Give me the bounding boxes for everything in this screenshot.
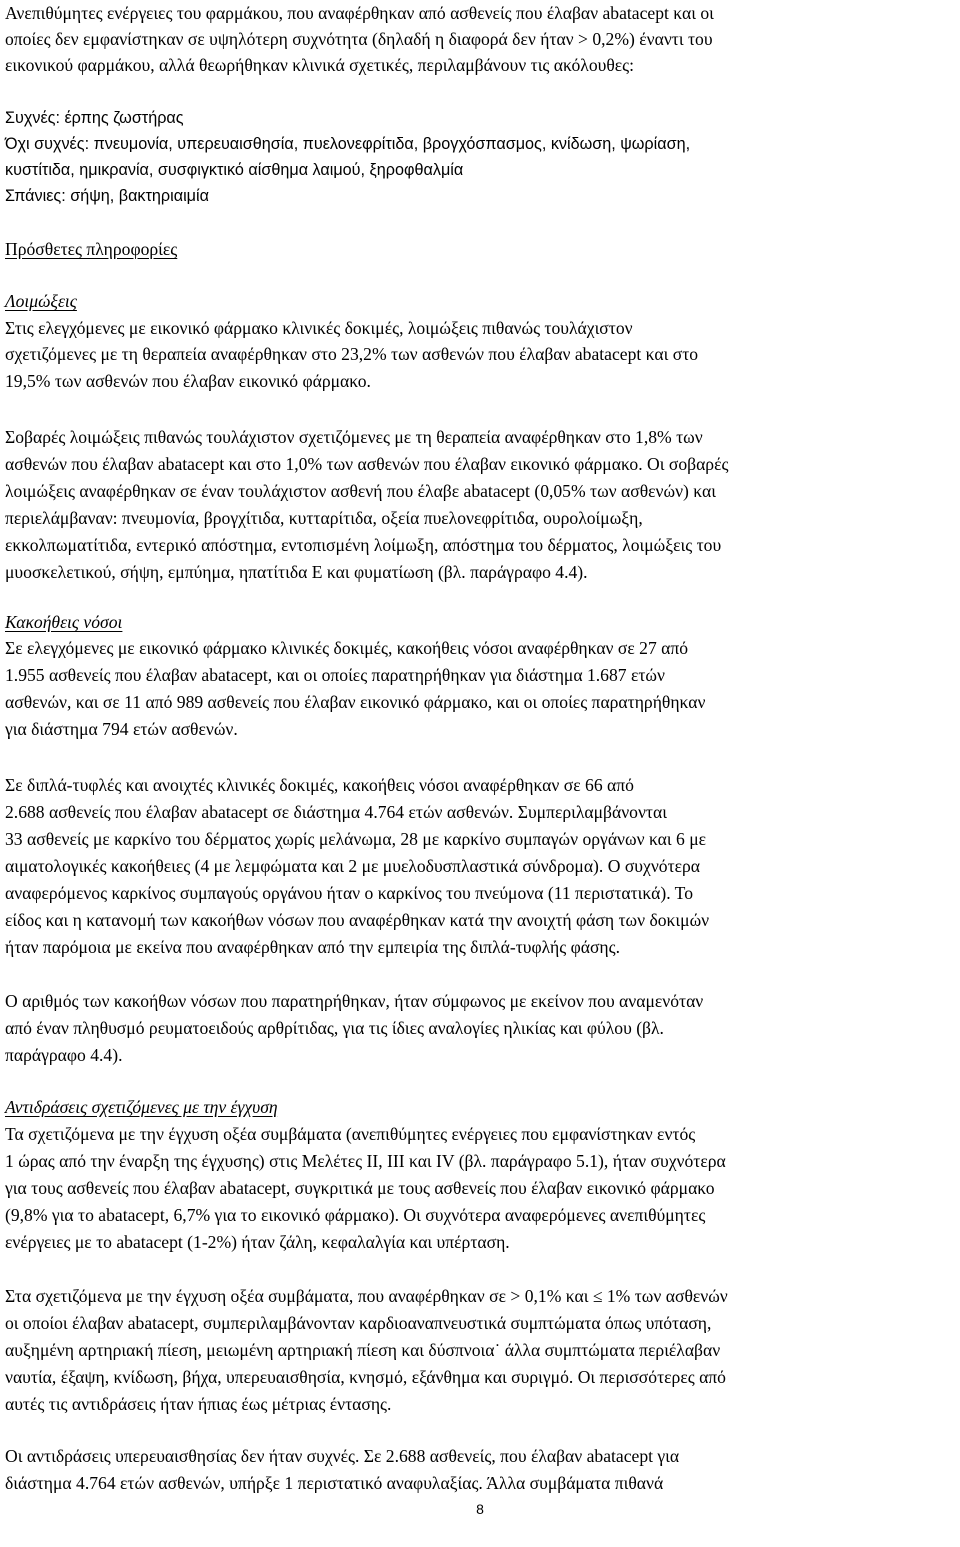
serious-infections-line: Σοβαρές λοιμώξεις πιθανώς τουλάχιστον σχετιζόμενες με τη θεραπεία αναφέρθηκαν στο 1,8% των — [5, 427, 703, 447]
serious-infections-line: ασθενών που έλαβαν abatacept και στο 1,0% των ασθενών που έλαβαν εικονικό φάρμακο. Οι σοβαρές — [5, 454, 729, 474]
malignancies-line: Ο αριθμός των κακοήθων νόσων που παρατηρήθηκαν, ήταν σύμφωνος με εκείνον που αναμενόταν — [5, 991, 704, 1011]
infections-heading: Λοιμώξεις — [5, 291, 77, 311]
malignancies-line: αιματολογικές κακοήθειες (4 με λεμφώματα και 2 με μυελοδυσπλαστικά σύνδρομα). Ο συχνότερα — [5, 856, 701, 876]
infusion-line: ενέργειες με το abatacept (1-2%) ήταν ζάλη, κεφαλαλγία και υπέρταση. — [5, 1232, 510, 1252]
malignancies-line: για διάστημα 794 ετών ασθενών. — [5, 719, 238, 739]
frequency-uncommon: Όχι συχνές: πνευμονία, υπερευαισθησία, πυελονεφρίτιδα, βρογχόσπασμος, κνίδωση, ψωρίαση, — [5, 135, 691, 153]
hypersensitivity-line: Οι αντιδράσεις υπερευαισθησίας δεν ήταν συχνές. Σε 2.688 ασθενείς, που έλαβαν abatacept για — [5, 1446, 680, 1466]
infusion-line: 1 ώρας από την έναρξη της έγχυσης) στις Μελέτες ΙΙ, ΙΙΙ και IV (βλ. παράγραφο 5.1), ήταν συχνότερα — [5, 1151, 726, 1171]
malignancies-line: ασθενών, και σε 11 από 989 ασθενείς που έλαβαν εικονικό φάρμακο, και οι οποίες παρατηρήθηκαν — [5, 692, 706, 712]
frequency-common: Συχνές: έρπης ζωστήρας — [5, 109, 184, 127]
malignancies-line: είδος και η κατανομή των κακοήθων νόσων που αναφέρθηκαν κατά την ανοιχτή φάση των δοκιμών — [5, 910, 710, 930]
infusion-line: οι οποίοι έλαβαν abatacept, συμπεριλαμβάνονταν καρδιοαναπνευστικά συμπτώματα όπως υπόταση, — [5, 1313, 712, 1333]
malignancies-heading: Κακοήθεις νόσοι — [5, 612, 123, 632]
serious-infections-line: εκκολπωματίτιδα, εντερικό απόστημα, εντοπισμένη λοίμωξη, απόστημα του δέρματος, λοιμώξεις του — [5, 535, 722, 555]
malignancies-line: 33 ασθενείς με καρκίνο του δέρματος χωρίς μελάνωμα, 28 με καρκίνο συμπαγών οργάνων και 6 με — [5, 829, 707, 849]
infusion-line: αυτές τις αντιδράσεις ήταν ήπιας έως μέτριας έντασης. — [5, 1394, 392, 1414]
infections-line: Στις ελεγχόμενες με εικονικό φάρμακο κλινικές δοκιμές, λοιμώξεις πιθανώς τουλάχιστον — [5, 318, 633, 338]
frequency-uncommon-cont: κυστίτιδα, ημικρανία, συσφιγκτικό αίσθημα λαιμού, ξηροφθαλμία — [5, 161, 464, 179]
infusion-line: Στα σχετιζόμενα με την έγχυση οξέα συμβάματα, που αναφέρθηκαν σε > 0,1% και ≤ 1% των ασθενών — [5, 1286, 728, 1306]
frequency-rare: Σπάνιες: σήψη, βακτηριαιμία — [5, 187, 209, 205]
malignancies-line: αναφερόμενος καρκίνος συμπαγούς οργάνου ήταν ο καρκίνος του πνεύμονα (11 περιστατικά). Το — [5, 883, 694, 903]
infusion-line: Τα σχετιζόμενα με την έγχυση οξέα συμβάματα (ανεπιθύμητες ενέργειες που εμφανίστηκαν εντός — [5, 1124, 696, 1144]
infusion-line: για τους ασθενείς που έλαβαν abatacept, συγκριτικά με τους ασθενείς που έλαβαν εικονικό φάρμακο — [5, 1178, 715, 1198]
additional-info-heading: Πρόσθετες πληροφορίες — [5, 239, 178, 259]
infections-line: 19,5% των ασθενών που έλαβαν εικονικό φάρμακο. — [5, 371, 371, 391]
infusion-line: (9,8% για το abatacept, 6,7% για το εικονικό φάρμακο). Οι συχνότερα αναφερόμενες ανεπιθύμητες — [5, 1205, 706, 1225]
malignancies-line: 1.955 ασθενείς που έλαβαν abatacept, και οι οποίες παρατηρήθηκαν για διάστημα 1.687 ετών — [5, 665, 665, 685]
infusion-reactions-heading: Αντιδράσεις σχετιζόμενες με την έγχυση — [5, 1097, 278, 1117]
hypersensitivity-line: διάστημα 4.764 ετών ασθενών, υπήρξε 1 περιστατικό αναφυλαξίας. Άλλα συμβάματα πιθανά — [5, 1473, 664, 1493]
malignancies-line: ήταν παρόμοια με εκείνα που αναφέρθηκαν από την εμπειρία της διπλά-τυφλής φάσης. — [5, 937, 620, 957]
malignancies-line: Σε ελεγχόμενες με εικονικό φάρμακο κλινικές δοκιμές, κακοήθεις νόσοι αναφέρθηκαν σε 27 από — [5, 638, 689, 658]
malignancies-line: 2.688 ασθενείς που έλαβαν abatacept σε διάστημα 4.764 ετών ασθενών. Συμπεριλαμβάνονται — [5, 802, 667, 822]
malignancies-line: παράγραφο 4.4). — [5, 1045, 123, 1065]
infections-line: σχετιζόμενες με τη θεραπεία αναφέρθηκαν στο 23,2% των ασθενών που έλαβαν abatacept και στο — [5, 344, 699, 364]
infusion-line: ναυτία, έξαψη, κνίδωση, βήχα, υπερευαισθησία, κνησμό, εξάνθημα και συριγμό. Οι περισσότερες από — [5, 1367, 726, 1387]
intro-line: οποίες δεν εμφανίστηκαν σε υψηλότερη συχνότητα (δηλαδή η διαφορά δεν ήταν > 0,2%) έναντι του — [5, 29, 713, 49]
infusion-line: αυξημένη αρτηριακή πίεση, μειωμένη αρτηριακή πίεση και δύσπνοια˙ άλλα συμπτώματα περιέλαβαν — [5, 1340, 721, 1360]
intro-line: εικονικού φαρμάκου, αλλά θεωρήθηκαν κλινικά σχετικές, περιλαμβάνουν τις ακόλουθες: — [5, 55, 634, 75]
serious-infections-line: λοιμώξεις αναφέρθηκαν σε έναν τουλάχιστον ασθενή που έλαβε abatacept (0,05% των ασθενών) και — [5, 481, 716, 501]
serious-infections-line: περιελάμβαναν: πνευμονία, βρογχίτιδα, κυτταρίτιδα, οξεία πυελονεφρίτιδα, ουρολοίμωξη, — [5, 508, 643, 528]
malignancies-line: Σε διπλά-τυφλές και ανοιχτές κλινικές δοκιμές, κακοήθεις νόσοι αναφέρθηκαν σε 66 από — [5, 775, 634, 795]
page-number: 8 — [476, 1501, 484, 1517]
malignancies-line: από έναν πληθυσμό ρευματοειδούς αρθρίτιδας, για τις ίδιες αναλογίες ηλικίας και φύλου (βλ. — [5, 1018, 664, 1038]
intro-line: Ανεπιθύμητες ενέργειες του φαρμάκου, που αναφέρθηκαν από ασθενείς που έλαβαν abatacept και οι — [5, 3, 714, 23]
serious-infections-line: μυοσκελετικού, σήψη, εμπύημα, ηπατίτιδα Ε και φυματίωση (βλ. παράγραφο 4.4). — [5, 562, 588, 582]
